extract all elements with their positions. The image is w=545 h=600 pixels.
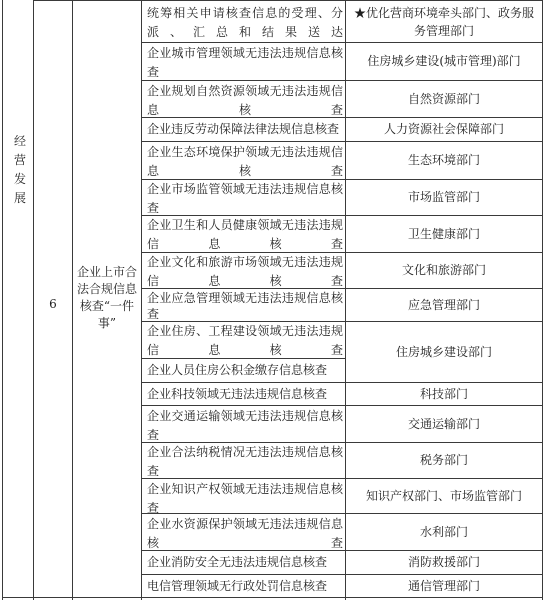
column-divider <box>345 0 346 600</box>
task-cell: 企业违反劳动保障法律法规信息核查 <box>147 122 340 136</box>
table-border-right <box>542 0 543 600</box>
task-cell: 企业文化和旅游市场领域无违法违规信息核查 <box>147 255 343 288</box>
task-cell: 企业消防安全无违法违规信息核查 <box>147 555 328 569</box>
dept-cell: 住房城乡建设(城市管理)部门 <box>367 54 521 68</box>
dept-cell: 文化和旅游部门 <box>401 263 486 277</box>
table-border-left <box>2 0 3 600</box>
task-cell: 企业生态环境保护领域无违法违规信息核查 <box>147 145 343 178</box>
dept-cell: 生态环境部门 <box>407 153 480 167</box>
item-number: 6 <box>49 297 57 311</box>
task-cell: 统筹相关申请核查信息的受理、分派、汇总和结果送达 <box>147 6 343 39</box>
task-cell: 企业城市管理领域无违法违规信息核查 <box>147 46 343 79</box>
task-cell: 企业科技领域无违法违规信息核查 <box>147 387 328 401</box>
task-cell: 电信管理领域无行政处罚信息核查 <box>147 579 328 593</box>
task-cell: 企业市场监管领域无违法违规信息核查 <box>147 182 343 215</box>
task-cell: 企业规划自然资源领域无违法违规信息核查 <box>147 84 343 117</box>
dept-cell: 税务部门 <box>419 453 468 467</box>
task-cell: 企业卫生和人员健康领域无违法违规信息核查 <box>147 218 343 251</box>
dept-cell: 科技部门 <box>419 386 468 401</box>
dept-cell: 知识产权部门、市场监管部门 <box>365 488 522 503</box>
column-divider <box>141 0 142 600</box>
column-divider <box>72 0 73 600</box>
task-cell: 企业应急管理领域无违法违规信息核查 <box>147 291 343 321</box>
table-border-bottom <box>2 597 543 598</box>
category-cell: 经营发展 <box>13 134 26 205</box>
dept-cell: 水利部门 <box>419 524 468 539</box>
item-name: 企业上市合法合规信息核查“一件事” <box>76 265 137 330</box>
task-cell: 企业交通运输领域无违法违规信息核查 <box>147 409 343 442</box>
dept-cell: 市场监管部门 <box>407 190 480 204</box>
dept-cell: 自然资源部门 <box>407 91 480 106</box>
dept-cell: 住房城乡建设部门 <box>395 344 492 359</box>
dept-cell: 消防救援部门 <box>407 555 480 569</box>
dept-cell: ★优化营商环境牵头部门、政务服务管理部门 <box>353 5 534 38</box>
dept-cell: 交通运输部门 <box>407 416 480 431</box>
task-cell: 企业水资源保护领域无违法违规信息核查 <box>147 517 343 550</box>
task-cell: 企业合法纳税情况无违法违规信息核查 <box>147 445 343 478</box>
task-cell: 企业住房、工程建设领域无违法违规信息核查 <box>147 324 343 357</box>
task-cell: 企业知识产权领域无违法违规信息核查 <box>147 482 343 515</box>
dept-cell: 通信管理部门 <box>407 578 480 593</box>
dept-cell: 人力资源社会保障部门 <box>383 122 504 136</box>
dept-cell: 应急管理部门 <box>407 297 480 312</box>
dept-cell: 卫生健康部门 <box>407 226 480 241</box>
task-cell: 企业人员住房公积金缴存信息核查 <box>147 363 328 377</box>
column-divider <box>33 0 34 600</box>
